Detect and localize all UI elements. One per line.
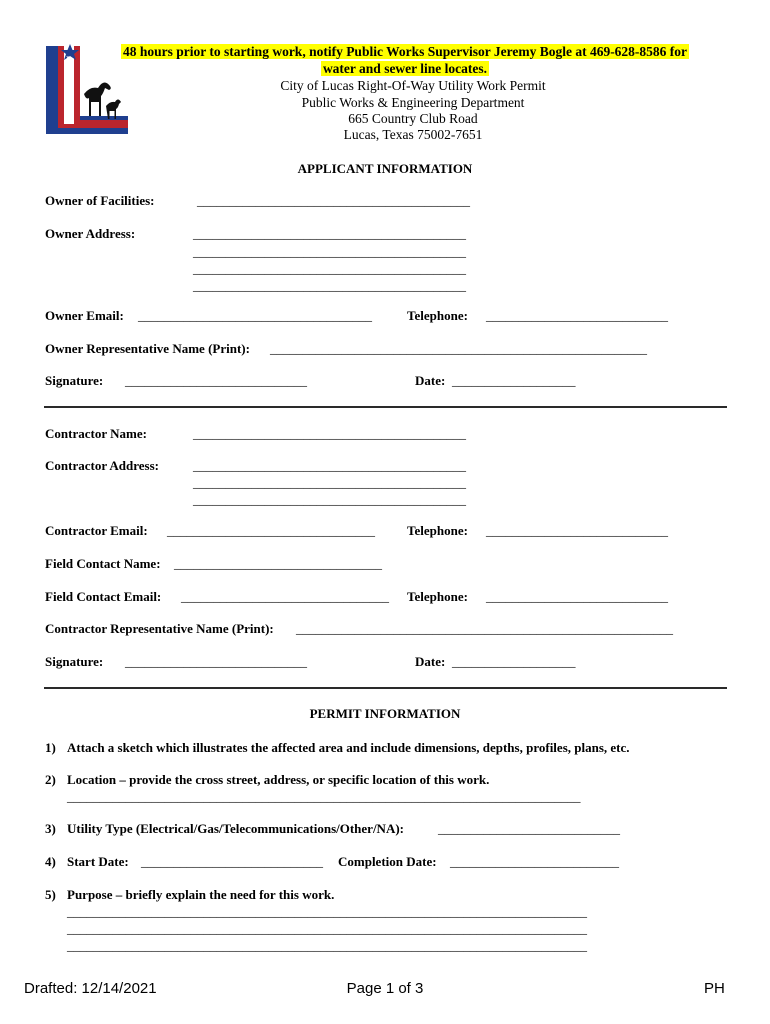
contractor-email-field[interactable]: ________________________________ — [167, 523, 375, 538]
owner-date-field[interactable]: ___________________ — [452, 373, 576, 388]
section-divider-2 — [44, 687, 727, 689]
notice-line-2: water and sewer line locates. — [322, 61, 488, 76]
owner-date-label: Date: — [415, 373, 446, 388]
permit-title: City of Lucas Right-Of-Way Utility Work Permit — [280, 78, 546, 93]
logo-text: Lucas — [65, 53, 74, 119]
completion-date-field[interactable]: __________________________ — [450, 854, 619, 869]
purpose-field-2[interactable]: ________________________________________________________________________________ — [67, 921, 587, 936]
owner-email-label: Owner Email: — [45, 308, 124, 323]
field-contact-name-field[interactable]: ________________________________ — [174, 556, 382, 571]
contractor-date-label: Date: — [415, 654, 446, 669]
owner-facilities-field[interactable]: __________________________________________ — [197, 193, 470, 208]
field-contact-email-label: Field Contact Email: — [45, 589, 162, 604]
item-1-number: 1) — [45, 740, 56, 755]
item-4-number: 4) — [45, 854, 56, 869]
purpose-field-3[interactable]: ________________________________________________________________________________ — [67, 938, 587, 953]
owner-telephone-label: Telephone: — [407, 308, 468, 323]
city-address: Lucas, Texas 75002-7651 — [343, 127, 483, 142]
department-name: Public Works & Engineering Department — [301, 95, 525, 110]
footer-initials: PH — [704, 980, 725, 997]
item-3-number: 3) — [45, 821, 56, 836]
owner-address-label: Owner Address: — [45, 226, 136, 241]
start-date-label: Start Date: — [67, 854, 129, 869]
contractor-rep-label: Contractor Representative Name (Print): — [45, 621, 274, 636]
page-number: Page 1 of 3 — [346, 980, 424, 997]
contractor-email-label: Contractor Email: — [45, 523, 148, 538]
utility-type-field[interactable]: ____________________________ — [438, 821, 620, 836]
item-5-text: Purpose – briefly explain the need for this work. — [67, 887, 335, 902]
owner-rep-field[interactable]: __________________________________________________________ — [270, 341, 647, 356]
contractor-signature-field[interactable]: ____________________________ — [125, 654, 307, 669]
contractor-address-field-2[interactable]: __________________________________________ — [193, 475, 466, 490]
contractor-address-field-1[interactable]: __________________________________________ — [193, 458, 466, 473]
notice-line-1: 48 hours prior to starting work, notify Public Works Supervisor Jeremy Bogle at 469-628-8586 for — [122, 44, 688, 59]
field-contact-telephone-field[interactable]: ____________________________ — [486, 589, 668, 604]
owner-address-field-4[interactable]: __________________________________________ — [193, 278, 466, 293]
owner-signature-field[interactable]: ____________________________ — [125, 373, 307, 388]
contractor-name-field[interactable]: __________________________________________ — [193, 426, 466, 441]
owner-address-field-1[interactable]: __________________________________________ — [193, 226, 466, 241]
purpose-field-1[interactable]: ________________________________________________________________________________ — [67, 904, 587, 919]
owner-rep-label: Owner Representative Name (Print): — [45, 341, 250, 356]
item-2-number: 2) — [45, 772, 56, 787]
field-contact-telephone-label: Telephone: — [407, 589, 468, 604]
contractor-rep-field[interactable]: __________________________________________________________ — [296, 621, 673, 636]
contractor-telephone-field[interactable]: ____________________________ — [486, 523, 668, 538]
drafted-date: Drafted: 12/14/2021 — [24, 980, 157, 997]
contractor-telephone-label: Telephone: — [407, 523, 468, 538]
location-field[interactable]: _______________________________________________________________________________ — [67, 789, 581, 804]
item-5-number: 5) — [45, 887, 56, 902]
item-2-text: Location – provide the cross street, address, or specific location of this work. — [67, 772, 490, 787]
owner-email-field[interactable]: ____________________________________ — [138, 308, 372, 323]
contractor-name-label: Contractor Name: — [45, 426, 147, 441]
owner-telephone-field[interactable]: ____________________________ — [486, 308, 668, 323]
owner-address-field-2[interactable]: __________________________________________ — [193, 244, 466, 259]
field-contact-name-label: Field Contact Name: — [45, 556, 161, 571]
contractor-address-label: Contractor Address: — [45, 458, 159, 473]
contractor-signature-label: Signature: — [45, 654, 104, 669]
section-divider-1 — [44, 406, 727, 408]
contractor-date-field[interactable]: ___________________ — [452, 654, 576, 669]
start-date-field[interactable]: ____________________________ — [141, 854, 323, 869]
owner-signature-label: Signature: — [45, 373, 104, 388]
item-1-text: Attach a sketch which illustrates the affected area and include dimensions, depths, profiles, plans, etc. — [67, 740, 630, 755]
applicant-section-title: APPLICANT INFORMATION — [297, 161, 473, 176]
completion-date-label: Completion Date: — [338, 854, 437, 869]
contractor-address-field-3[interactable]: __________________________________________ — [193, 492, 466, 507]
street-address: 665 Country Club Road — [348, 111, 478, 126]
item-3-text: Utility Type (Electrical/Gas/Telecommunications/Other/NA): — [67, 821, 404, 836]
field-contact-email-field[interactable]: ________________________________ — [181, 589, 389, 604]
permit-section-title: PERMIT INFORMATION — [309, 706, 461, 721]
owner-facilities-label: Owner of Facilities: — [45, 193, 155, 208]
owner-address-field-3[interactable]: __________________________________________ — [193, 261, 466, 276]
